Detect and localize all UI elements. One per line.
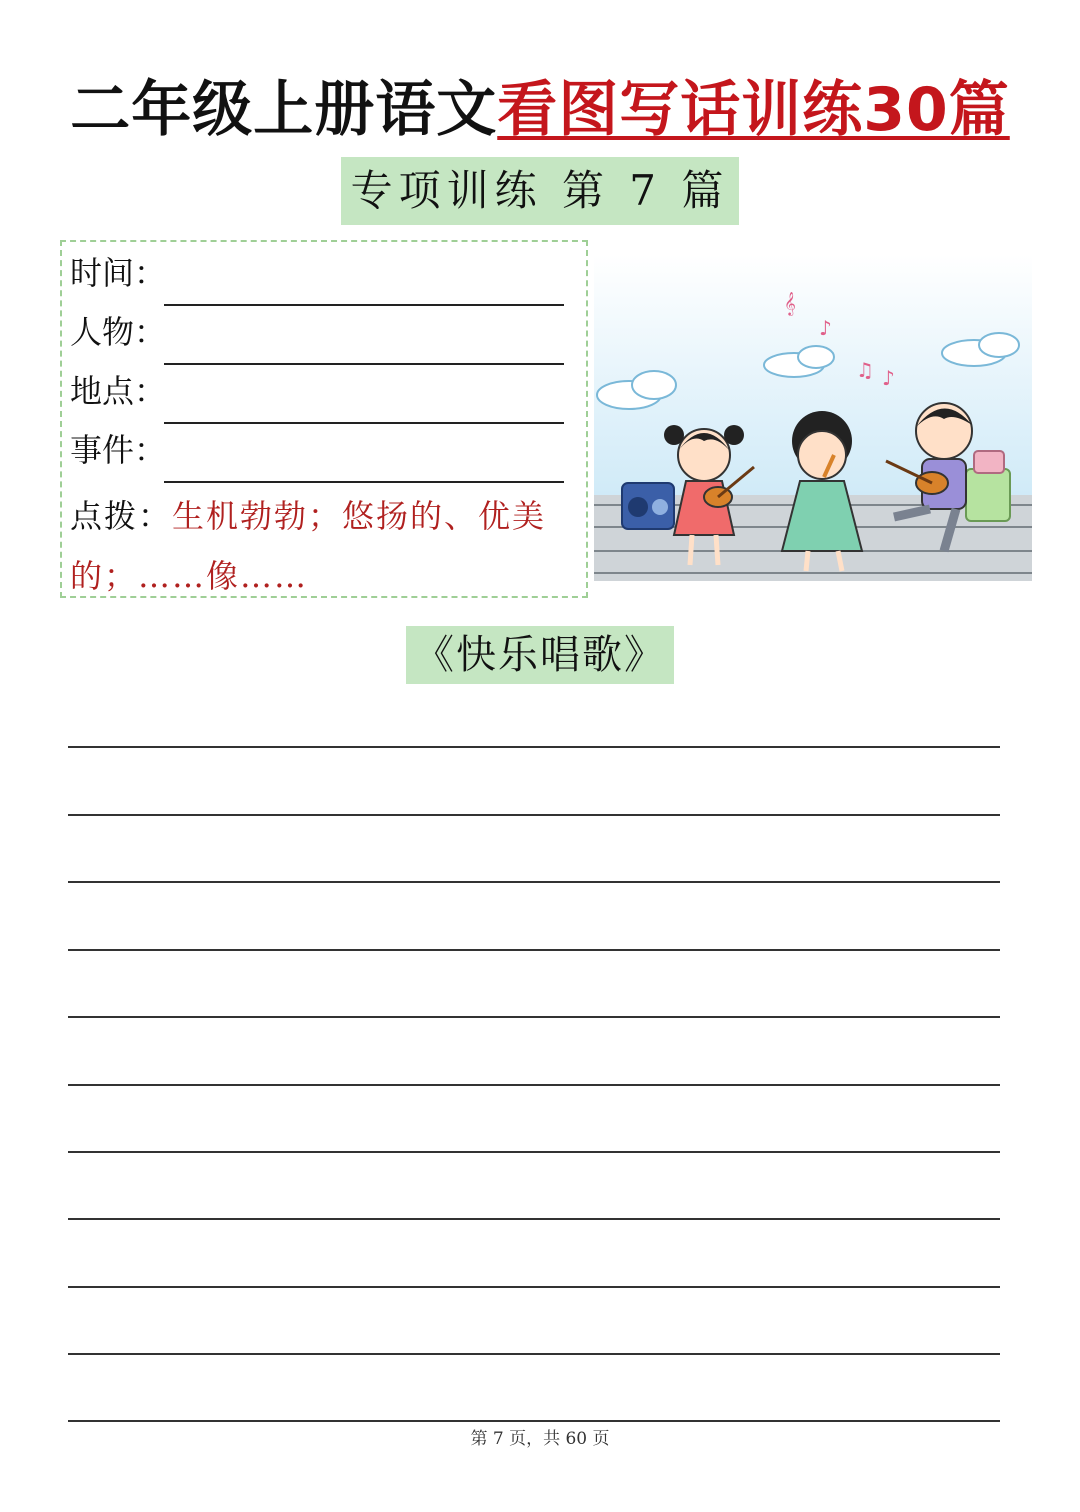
field-place-label: 地点：: [70, 372, 167, 410]
field-event-label: 事件：: [70, 431, 167, 469]
writing-line: [68, 949, 1000, 951]
subtitle-container: [0, 157, 1080, 225]
field-time-blank: [164, 304, 564, 306]
svg-text:♫: ♫: [856, 358, 874, 382]
field-time: [70, 248, 166, 298]
page-title-main: 二年级上册语文: [70, 75, 498, 145]
field-place-blank: [164, 422, 564, 424]
writing-line: [68, 1016, 1000, 1018]
field-people-blank: [164, 363, 564, 365]
field-time-label: 时间：: [70, 254, 167, 292]
writing-line: [68, 746, 1000, 748]
svg-text:♪: ♪: [882, 366, 895, 390]
svg-text:𝄞: 𝄞: [784, 291, 796, 315]
page-title: [0, 70, 1080, 150]
field-people: [70, 307, 166, 357]
field-people-label: 人物：: [70, 313, 167, 351]
writing-line: [68, 1218, 1000, 1220]
field-place: [70, 366, 166, 416]
essay-title-container: [0, 626, 1080, 684]
writing-line: [68, 1084, 1000, 1086]
tip-label: 点拨：: [70, 497, 173, 535]
writing-line: [68, 1420, 1000, 1422]
writing-line: [68, 881, 1000, 883]
writing-line: [68, 1353, 1000, 1355]
page-title-highlight: 看图写话训练30篇: [497, 75, 1010, 145]
tip-block: [70, 486, 576, 606]
page-number: 第 7 页，共 60 页: [470, 1429, 610, 1449]
essay-title: 《快乐唱歌》: [406, 626, 674, 684]
tip-text: 生机勃勃；悠扬的、优美的；……像……: [70, 497, 547, 595]
field-event: [70, 425, 166, 475]
writing-line: [68, 1151, 1000, 1153]
field-event-blank: [164, 481, 564, 483]
info-box: [60, 240, 588, 598]
writing-line: [68, 814, 1000, 816]
exercise-subtitle: 专项训练 第 7 篇: [341, 157, 740, 225]
children-singing-illustration: [594, 255, 1032, 581]
writing-line: [68, 1286, 1000, 1288]
svg-text:♪: ♪: [819, 316, 832, 340]
